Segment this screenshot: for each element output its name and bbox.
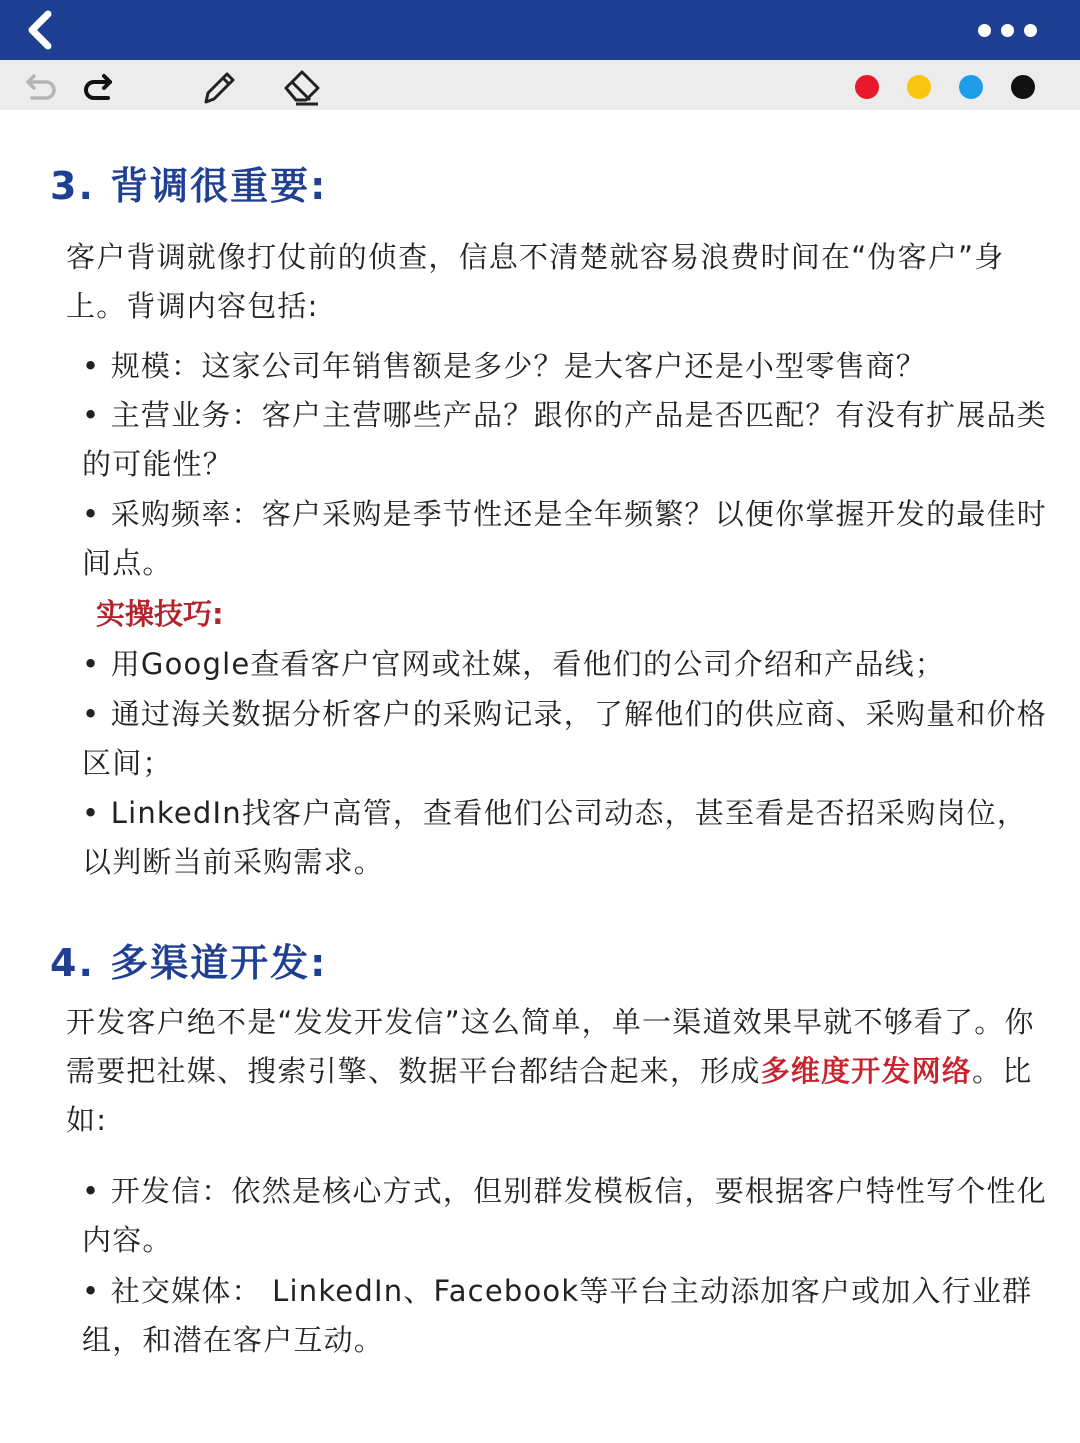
intro-text: 开发客户绝不是“发发开发信”这么简单，单一渠道效果早就不够看了。你需要把社媒、搜索引擎、数据平台都结合起来，形成 (66, 1005, 1035, 1088)
list-item: • 规模：这家公司年销售额是多少？是大客户还是小型零售商？ (82, 349, 927, 383)
list-item: • 通过海关数据分析客户的采购记录，了解他们的供应商、采购量和价格区间； (82, 697, 1047, 780)
color-swatch-blue[interactable] (959, 75, 983, 99)
list-item: • 用Google查看客户官网或社媒，看他们的公司介绍和产品线； (82, 647, 945, 681)
color-swatch-black[interactable] (1011, 75, 1035, 99)
pencil-icon (198, 66, 238, 106)
eraser-button[interactable] (282, 66, 322, 106)
section-3-intro: 客户背调就像打仗前的侦查，信息不清楚就容易浪费时间在“伪客户”身上。背调内容包括: (66, 240, 1005, 323)
tips-label: 实操技巧: (96, 597, 224, 631)
list-item: • 社交媒体： LinkedIn、Facebook等平台主动添加客户或加入行业群组，和潜在客户互动。 (82, 1274, 1033, 1357)
undo-button[interactable] (22, 66, 62, 106)
intro-text-end: 。比如: (66, 1054, 1033, 1137)
list-item: • 采购频率：客户采购是季节性还是全年频繁？以便你掌握开发的最佳时间点。 (82, 497, 1047, 580)
section-4-intro (66, 998, 1056, 1145)
more-dots-icon (978, 24, 991, 37)
back-arrow-icon (18, 8, 62, 52)
redo-button[interactable] (80, 66, 120, 106)
color-swatch-red[interactable] (855, 75, 879, 99)
list-item: • LinkedIn找客户高管，查看他们公司动态，甚至看是否招采购岗位，以判断当前采购需求。 (82, 796, 1028, 879)
section-3-heading: 3. 背调很重要: (50, 164, 328, 208)
back-button[interactable] (18, 8, 62, 52)
more-options-button[interactable] (978, 18, 1042, 42)
more-dots-icon (1001, 24, 1014, 37)
list-item: • 开发信：依然是核心方式，但别群发模板信，要根据客户特性写个性化内容。 (82, 1174, 1047, 1257)
color-swatch-yellow[interactable] (907, 75, 931, 99)
more-dots-icon (1024, 24, 1037, 37)
redo-icon (80, 66, 120, 106)
eraser-icon (282, 66, 322, 106)
undo-icon (22, 66, 62, 106)
pencil-button[interactable] (198, 66, 238, 106)
list-item: • 主营业务：客户主营哪些产品？跟你的产品是否匹配？有没有扩展品类的可能性？ (82, 398, 1047, 481)
highlight-text: 多维度开发网络 (760, 1054, 973, 1088)
section-4-heading: 4. 多渠道开发: (50, 941, 328, 985)
top-nav-bar (0, 0, 1080, 60)
